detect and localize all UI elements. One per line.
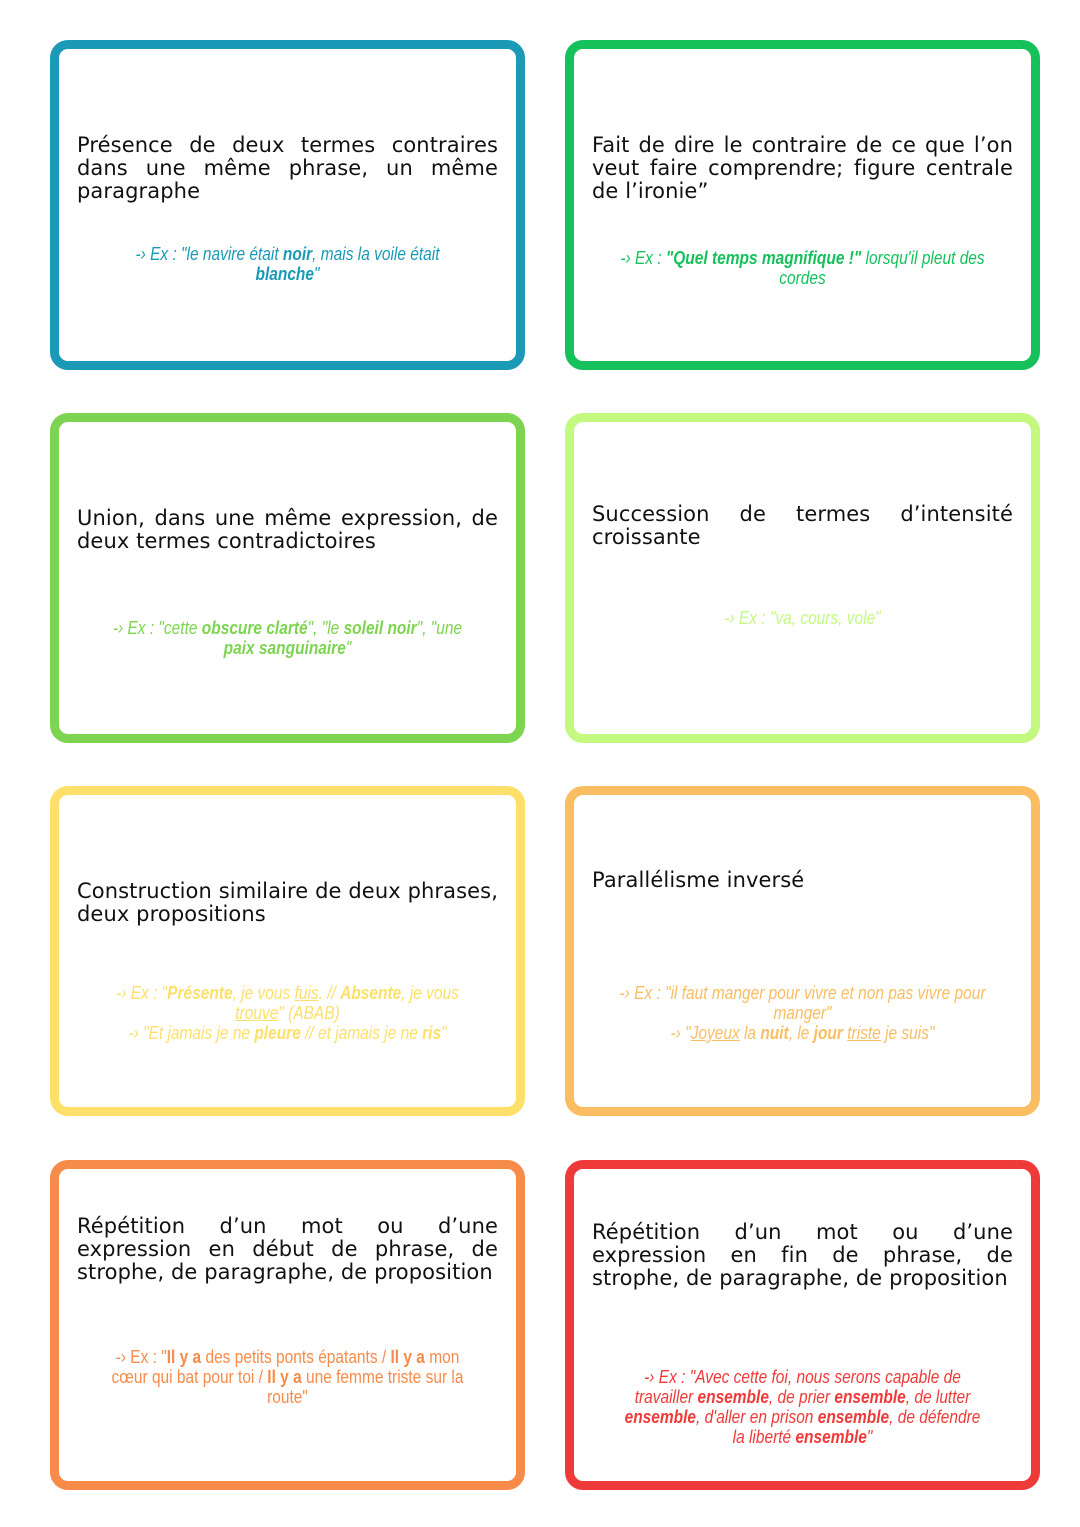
card-example: -› Ex : "Quel temps magnifique !" lorsqu'il pleut des cordes <box>620 248 985 288</box>
card-example: -› Ex : "va, cours, vole" <box>724 608 881 628</box>
card-parallelisme <box>50 786 525 1116</box>
card-example: -› Ex : "le navire était noir, mais la voile était blanche" <box>135 244 440 284</box>
card-example: -› Ex : "Avec cette foi, nous serons capable de travailler ensemble, de prier ensemble, de lutter ensemble, d'aller en prison ensemble, de défendre la liberté ensemble" <box>624 1367 981 1447</box>
card-antithese <box>50 40 525 370</box>
card-example: -› Ex : "Présente, je vous fuis. // Absente, je vous trouve" (ABAB) -› "Et jamais je ne pleure // et jamais je ne ris" <box>116 983 459 1043</box>
card-example: -› Ex : "cette obscure clarté", "le soleil noir", "une paix sanguinaire" <box>112 618 463 658</box>
card-gradation <box>565 413 1040 743</box>
card-definition: Parallélisme inversé <box>592 868 805 892</box>
card-example: -› Ex : "il faut manger pour vivre et non pas vivre pour manger" -› "Joyeux la nuit, le jour triste je suis" <box>619 983 986 1043</box>
card-chiasme <box>565 786 1040 1116</box>
card-definition: Répétition d’un mot ou d’une expression en début de phrase, de strophe, de paragraphe, de proposition <box>77 1214 498 1284</box>
card-oxymore <box>50 413 525 743</box>
card-definition: Construction similaire de deux phrases, deux propositions <box>77 879 498 926</box>
card-anaphore <box>50 1160 525 1490</box>
card-definition: Répétition d’un mot ou d’une expression en fin de phrase, de strophe, de paragraphe, de proposition <box>592 1220 1013 1290</box>
card-antiphrase <box>565 40 1040 370</box>
card-definition: Fait de dire le contraire de ce que l’on veut faire comprendre; figure centrale de l’ironie” <box>592 133 1013 203</box>
card-definition: Union, dans une même expression, de deux termes contradictoires <box>77 506 498 553</box>
card-definition: Succession de termes d’intensité croissante <box>592 502 1013 549</box>
card-example: -› Ex : "Il y a des petits ponts épatants / Il y a mon cœur qui bat pour toi / Il y a une femme triste sur la route" <box>111 1347 464 1407</box>
card-definition: Présence de deux termes contraires dans une même phrase, un même paragraphe <box>77 133 498 203</box>
card-epiphore <box>565 1160 1040 1490</box>
